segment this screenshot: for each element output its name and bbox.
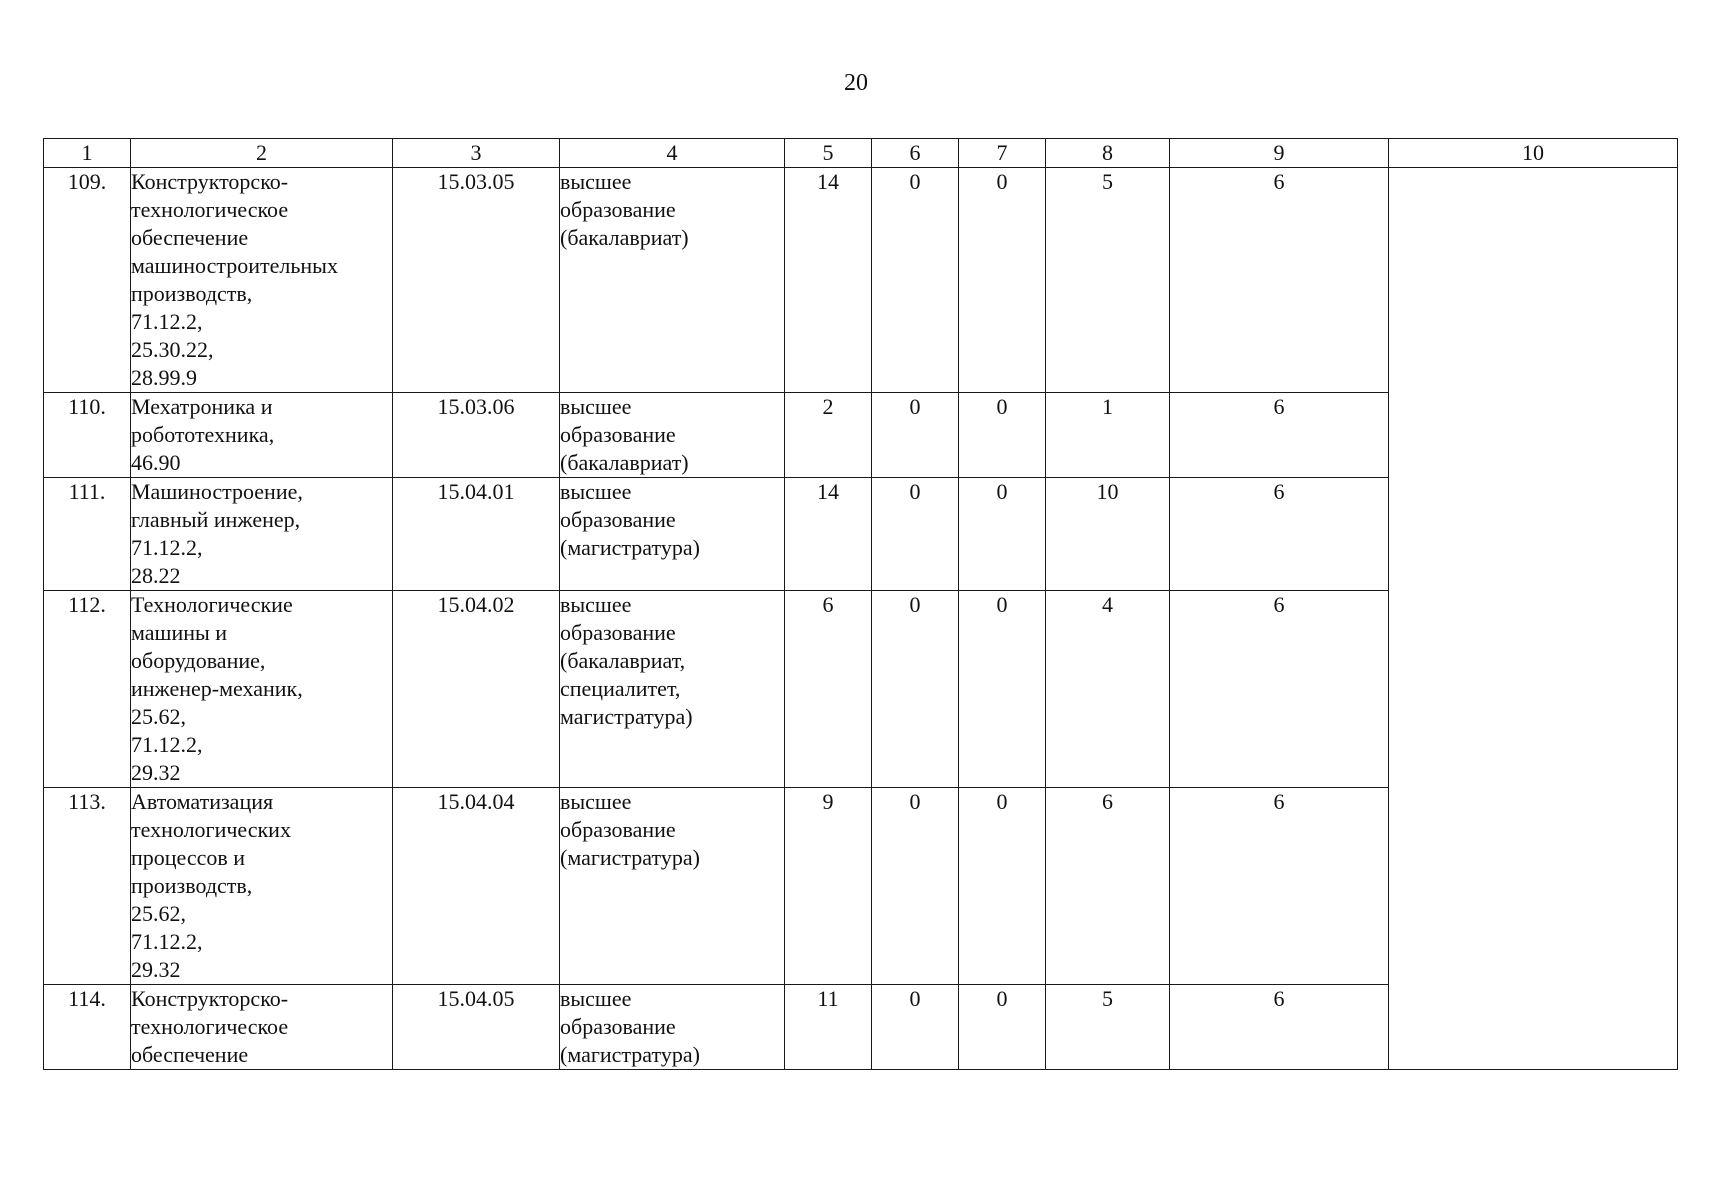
value-c5: 14 [817, 169, 839, 194]
value-cell-c9 [1170, 985, 1389, 1070]
value-c8: 5 [1102, 986, 1113, 1011]
row-number: 114. [68, 986, 106, 1011]
specialty-name-line: производств, [131, 873, 253, 898]
education-level-line: образование [560, 1014, 676, 1039]
education-level-line: образование [560, 817, 676, 842]
row-number-cell [44, 591, 131, 788]
row-number-cell [44, 985, 131, 1070]
specialty-name-line: 71.12.2, [131, 929, 203, 954]
education-level-line: (бакалавриат, [560, 648, 686, 673]
header-cell: 7 [959, 139, 1046, 168]
value-cell-c6 [872, 985, 959, 1070]
value-c9: 6 [1273, 394, 1285, 419]
value-cell-c8 [1046, 393, 1170, 478]
row-number: 113. [68, 789, 106, 814]
specialty-code: 15.04.02 [437, 592, 515, 617]
header-cell: 9 [1170, 139, 1389, 168]
specialty-code-cell [393, 788, 560, 985]
value-cell-c7 [959, 168, 1046, 393]
value-c8: 1 [1102, 394, 1113, 419]
education-level-line: образование [560, 197, 676, 222]
specialty-name-cell [131, 168, 393, 393]
specialty-name-cell [131, 393, 393, 478]
value-cell-c9 [1170, 478, 1389, 591]
education-level-line: специалитет, [560, 676, 681, 701]
value-cell-c7 [959, 591, 1046, 788]
value-c5: 6 [822, 592, 834, 617]
specialty-name-line: инженер-механик, [131, 676, 303, 701]
value-c6: 0 [909, 169, 921, 194]
value-c8: 4 [1102, 592, 1113, 617]
value-cell-c6 [872, 788, 959, 985]
row-number: 112. [68, 592, 106, 617]
value-c9: 6 [1273, 986, 1285, 1011]
specialty-name-line: Технологические [131, 592, 293, 617]
specialty-code-cell [393, 168, 560, 393]
row-number: 111. [68, 479, 106, 504]
education-level-line: (магистратура) [560, 1042, 700, 1067]
value-cell-c5 [785, 168, 872, 393]
row-number-cell [44, 168, 131, 393]
education-level-line: (магистратура) [560, 845, 700, 870]
education-level-line: магистратура) [560, 704, 693, 729]
value-c5: 14 [817, 479, 839, 504]
table-row [44, 168, 1678, 393]
specialty-name-line: 29.32 [131, 957, 181, 982]
value-c8: 5 [1102, 169, 1113, 194]
specialty-name-cell [131, 591, 393, 788]
specialty-name-line: производств, [131, 281, 253, 306]
value-cell-c8 [1046, 985, 1170, 1070]
value-c7: 0 [996, 789, 1008, 814]
value-c6: 0 [909, 789, 921, 814]
education-level-cell [560, 788, 785, 985]
education-level-cell [560, 985, 785, 1070]
specialty-name-line: 28.99.9 [131, 365, 197, 390]
specialty-name-line: робототехника, [131, 422, 275, 447]
specialty-name-line: машиностроительных [131, 253, 338, 278]
value-cell-c5 [785, 393, 872, 478]
row-number-cell [44, 478, 131, 591]
value-c7: 0 [996, 986, 1008, 1011]
specialty-name-line: 29.32 [131, 760, 181, 785]
specialty-name-line: 71.12.2, [131, 535, 203, 560]
value-cell-c9 [1170, 591, 1389, 788]
header-cell: 8 [1046, 139, 1170, 168]
education-level-line: высшее [560, 986, 632, 1011]
value-c7: 0 [996, 169, 1008, 194]
specialty-name-line: оборудование, [131, 648, 266, 673]
header-cell: 4 [560, 139, 785, 168]
value-cell-c7 [959, 393, 1046, 478]
specialty-code-cell [393, 393, 560, 478]
value-cell-c5 [785, 985, 872, 1070]
education-level-line: высшее [560, 592, 632, 617]
specialty-name-line: обеспечение [131, 1042, 249, 1067]
value-cell-c5 [785, 591, 872, 788]
value-cell-c7 [959, 478, 1046, 591]
specialty-code: 15.04.05 [437, 986, 515, 1011]
value-c8: 10 [1096, 479, 1119, 504]
value-c7: 0 [996, 479, 1008, 504]
specialty-name-line: 46.90 [131, 450, 181, 475]
value-cell-c8 [1046, 478, 1170, 591]
row-number: 109. [67, 169, 107, 194]
value-c9: 6 [1273, 479, 1285, 504]
specialty-name-cell [131, 478, 393, 591]
value-cell-c8 [1046, 168, 1170, 393]
specialty-name-line: технологическое [131, 197, 289, 222]
column-10-cell [1389, 168, 1678, 1070]
value-c6: 0 [909, 986, 921, 1011]
education-level-line: образование [560, 620, 676, 645]
education-level-line: высшее [560, 394, 632, 419]
header-cell: 5 [785, 139, 872, 168]
specialty-name-line: технологическое [131, 1014, 289, 1039]
header-cell: 2 [131, 139, 393, 168]
header-cell: 3 [393, 139, 560, 168]
value-cell-c5 [785, 478, 872, 591]
header-row [44, 139, 1678, 168]
specialty-code: 15.04.01 [437, 479, 515, 504]
specialty-name-line: обеспечение [131, 225, 249, 250]
row-number-cell [44, 788, 131, 985]
education-level-line: высшее [560, 479, 632, 504]
specialty-code: 15.04.04 [437, 789, 515, 814]
value-c8: 6 [1102, 789, 1113, 814]
education-level-cell [560, 591, 785, 788]
value-c6: 0 [909, 479, 921, 504]
value-cell-c6 [872, 393, 959, 478]
specialty-name-line: 28.22 [131, 563, 181, 588]
value-cell-c5 [785, 788, 872, 985]
specialty-name-cell [131, 985, 393, 1070]
education-level-line: (бакалавриат) [560, 450, 689, 475]
education-level-cell [560, 393, 785, 478]
specialty-name-line: 25.62, [131, 901, 186, 926]
value-c7: 0 [996, 592, 1008, 617]
education-level-line: образование [560, 507, 676, 532]
value-cell-c9 [1170, 788, 1389, 985]
value-c5: 9 [822, 789, 834, 814]
value-cell-c6 [872, 478, 959, 591]
specialty-code-cell [393, 591, 560, 788]
specialty-name-line: 71.12.2, [131, 309, 203, 334]
value-c6: 0 [909, 592, 921, 617]
specialty-name-line: 71.12.2, [131, 732, 203, 757]
value-cell-c7 [959, 788, 1046, 985]
specialty-code: 15.03.05 [437, 169, 515, 194]
value-cell-c6 [872, 168, 959, 393]
header-cell: 10 [1389, 139, 1678, 168]
education-level-line: высшее [560, 789, 632, 814]
header-cell: 6 [872, 139, 959, 168]
specialty-name-cell [131, 788, 393, 985]
value-c9: 6 [1273, 789, 1285, 814]
education-level-line: (бакалавриат) [560, 225, 689, 250]
value-cell-c6 [872, 591, 959, 788]
value-c6: 0 [909, 394, 921, 419]
specialty-name-line: 25.30.22, [131, 337, 214, 362]
specialty-code-cell [393, 985, 560, 1070]
education-level-line: образование [560, 422, 676, 447]
education-level-cell [560, 478, 785, 591]
specialty-name-line: 25.62, [131, 704, 186, 729]
specialty-name-line: Автоматизация [131, 789, 274, 814]
specialty-name-line: Машиностроение, [131, 479, 303, 504]
value-c9: 6 [1273, 592, 1285, 617]
row-number-cell [44, 393, 131, 478]
value-cell-c8 [1046, 591, 1170, 788]
education-level-line: высшее [560, 169, 632, 194]
row-number: 110. [68, 394, 106, 419]
table-body [44, 168, 1678, 1070]
specialty-name-line: Конструкторско- [131, 986, 289, 1011]
value-cell-c7 [959, 985, 1046, 1070]
specialty-name-line: машины и [131, 620, 228, 645]
value-c5: 2 [822, 394, 834, 419]
value-c9: 6 [1273, 169, 1285, 194]
education-level-line: (магистратура) [560, 535, 700, 560]
specialty-code: 15.03.06 [437, 394, 515, 419]
education-level-cell [560, 168, 785, 393]
specialty-code-cell [393, 478, 560, 591]
value-cell-c9 [1170, 168, 1389, 393]
specialty-name-line: Мехатроника и [131, 394, 273, 419]
specialty-name-line: процессов и [131, 845, 246, 870]
page-number: 20 [844, 70, 868, 96]
data-table [43, 138, 1678, 1070]
value-cell-c9 [1170, 393, 1389, 478]
specialty-name-line: технологических [131, 817, 291, 842]
specialty-name-line: Конструкторско- [131, 169, 289, 194]
specialty-name-line: главный инженер, [131, 507, 301, 532]
header-cell: 1 [44, 139, 131, 168]
value-cell-c8 [1046, 788, 1170, 985]
value-c5: 11 [817, 986, 839, 1011]
value-c7: 0 [996, 394, 1008, 419]
